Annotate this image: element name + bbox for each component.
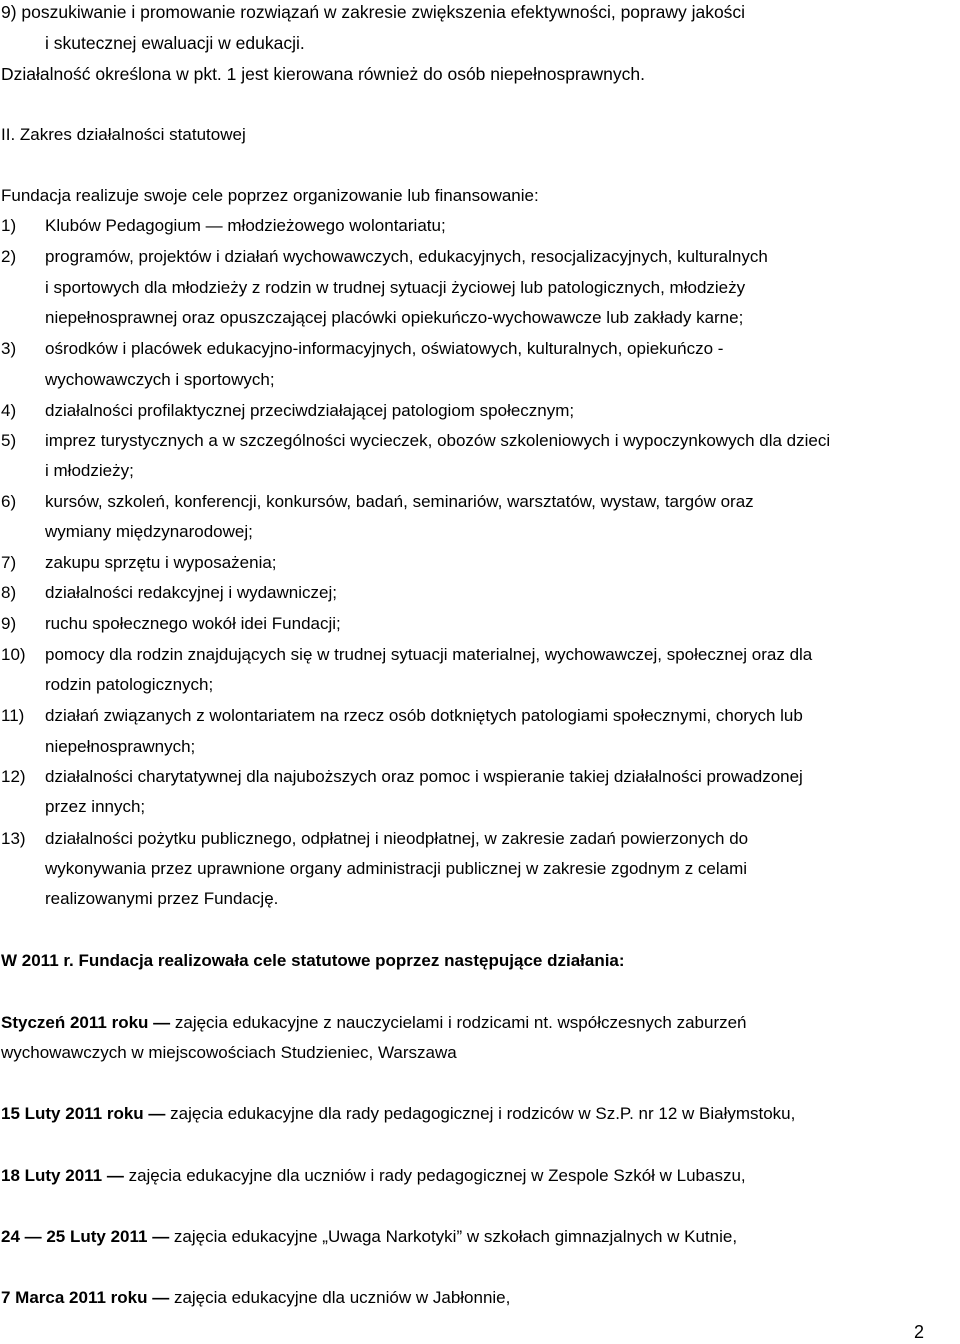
event-description: zajęcia edukacyjne dla uczniów i rady pedagogicznej w Zespole Szkół w Lubaszu, [123,1166,746,1185]
list-item-text: przez innych; [45,797,146,816]
event-entry [1,1288,510,1308]
list-item-text: wymiany międzynarodowej; [45,522,253,541]
event-description: zajęcia edukacyjne „Uwaga Narkotyki” w szkołach gimnazjalnych w Kutnie, [169,1227,738,1246]
intro-item9-line2: i skutecznej ewaluacji w edukacji. [45,33,305,53]
event-description: zajęcia edukacyjne dla rady pedagogicznej i rodziców w Sz.P. nr 12 w Białymstoku, [165,1104,796,1123]
list-item-number: 7) [1,553,17,572]
list-item-number: 10) [1,645,26,664]
list-item-text: wychowawczych i sportowych; [45,370,275,389]
intro-note: Działalność określona w pkt. 1 jest kierowana również do osób niepełnosprawnych. [1,64,645,84]
list-item-text: pomocy dla rodzin znajdujących się w trudnej sytuacji materialnej, wychowawczej, społecznej oraz dla [45,645,813,664]
list-item-number: 1) [1,216,17,235]
list-item-text: programów, projektów i działań wychowawczych, edukacyjnych, resocjalizacyjnych, kulturalnych [45,247,768,266]
summary-heading: W 2011 r. Fundacja realizowała cele statutowe poprzez następujące działania: [1,951,625,970]
list-item-text: kursów, szkoleń, konferencji, konkursów, badań, seminariów, warsztatów, wystaw, targów oraz [45,492,754,511]
list-item-number: 8) [1,583,17,602]
list-item-number: 2) [1,247,17,266]
list-item-text: i młodzieży; [45,461,134,480]
list-item-number: 5) [1,431,17,450]
list-item-text: działalności charytatywnej dla najuboższych oraz pomoc i wspieranie takiej działalności prowadzonej [45,767,803,786]
list-item-text: niepełnosprawnej oraz opuszczającej placówki opiekuńczo-wychowawcze lub zakłady karne; [45,308,744,327]
event-date: 24 — 25 Luty 2011 — [1,1227,170,1246]
event-date: 7 Marca 2011 roku — [1,1288,170,1307]
list-item-text: Klubów Pedagogium — młodzieżowego wolontariatu; [45,216,446,235]
event-date: 15 Luty 2011 roku — [1,1104,166,1123]
list-item-text: działalności redakcyjnej i wydawniczej; [45,583,337,602]
list-item-number: 11) [1,706,25,725]
event-entry [1,1227,737,1247]
section-lead: Fundacja realizuje swoje cele poprzez organizowanie lub finansowanie: [1,186,539,205]
list-item-text: realizowanymi przez Fundację. [45,889,279,908]
event-description-continued: wychowawczych w miejscowościach Studzieniec, Warszawa [1,1043,457,1062]
event-date: 18 Luty 2011 — [1,1166,124,1185]
event-entry [1,1166,746,1186]
list-item-number: 3) [1,339,17,358]
list-item-text: rodzin patologicznych; [45,675,214,694]
list-item-number: 4) [1,401,17,420]
list-item-text: działań związanych z wolontariatem na rzecz osób dotkniętych patologiami społecznymi, chorych lub [45,706,803,725]
event-date: Styczeń 2011 roku — [1,1013,171,1032]
list-item-text: niepełnosprawnych; [45,737,196,756]
list-item-number: 9) [1,614,17,633]
list-item-text: wykonywania przez uprawnione organy administracji publicznej w zakresie zgodnym z celami [45,859,748,878]
event-entry [1,1104,795,1124]
list-item-number: 6) [1,492,17,511]
list-item-number: 12) [1,767,26,786]
list-item-text: działalności profilaktycznej przeciwdziałającej patologiom społecznym; [45,401,575,420]
list-item-text: i sportowych dla młodzieży z rodzin w trudnej sytuacji życiowej lub patologicznych, młodzieży [45,278,746,297]
list-item-text: ośrodków i placówek edukacyjno-informacyjnych, oświatowych, kulturalnych, opiekuńczo - [45,339,724,358]
intro-item9-line1: 9) poszukiwanie i promowanie rozwiązań w zakresie zwiększenia efektywności, poprawy jakości [1,2,746,22]
list-item-number: 13) [1,829,26,848]
event-entry [1,1013,747,1033]
event-description: zajęcia edukacyjne dla uczniów w Jabłonnie, [169,1288,511,1307]
list-item-text: działalności pożytku publicznego, odpłatnej i nieodpłatnej, w zakresie zadań powierzonych do [45,829,749,848]
section-heading: II. Zakres działalności statutowej [1,125,246,144]
list-item-text: imprez turystycznych a w szczególności wycieczek, obozów szkoleniowych i wypoczynkowych dla dzieci [45,431,831,450]
list-item-text: ruchu społecznego wokół idei Fundacji; [45,614,341,633]
page-number: 2 [913,1322,924,1342]
list-item-text: zakupu sprzętu i wyposażenia; [45,553,277,572]
event-description: zajęcia edukacyjne z nauczycielami i rodzicami nt. współczesnych zaburzeń [170,1013,747,1032]
